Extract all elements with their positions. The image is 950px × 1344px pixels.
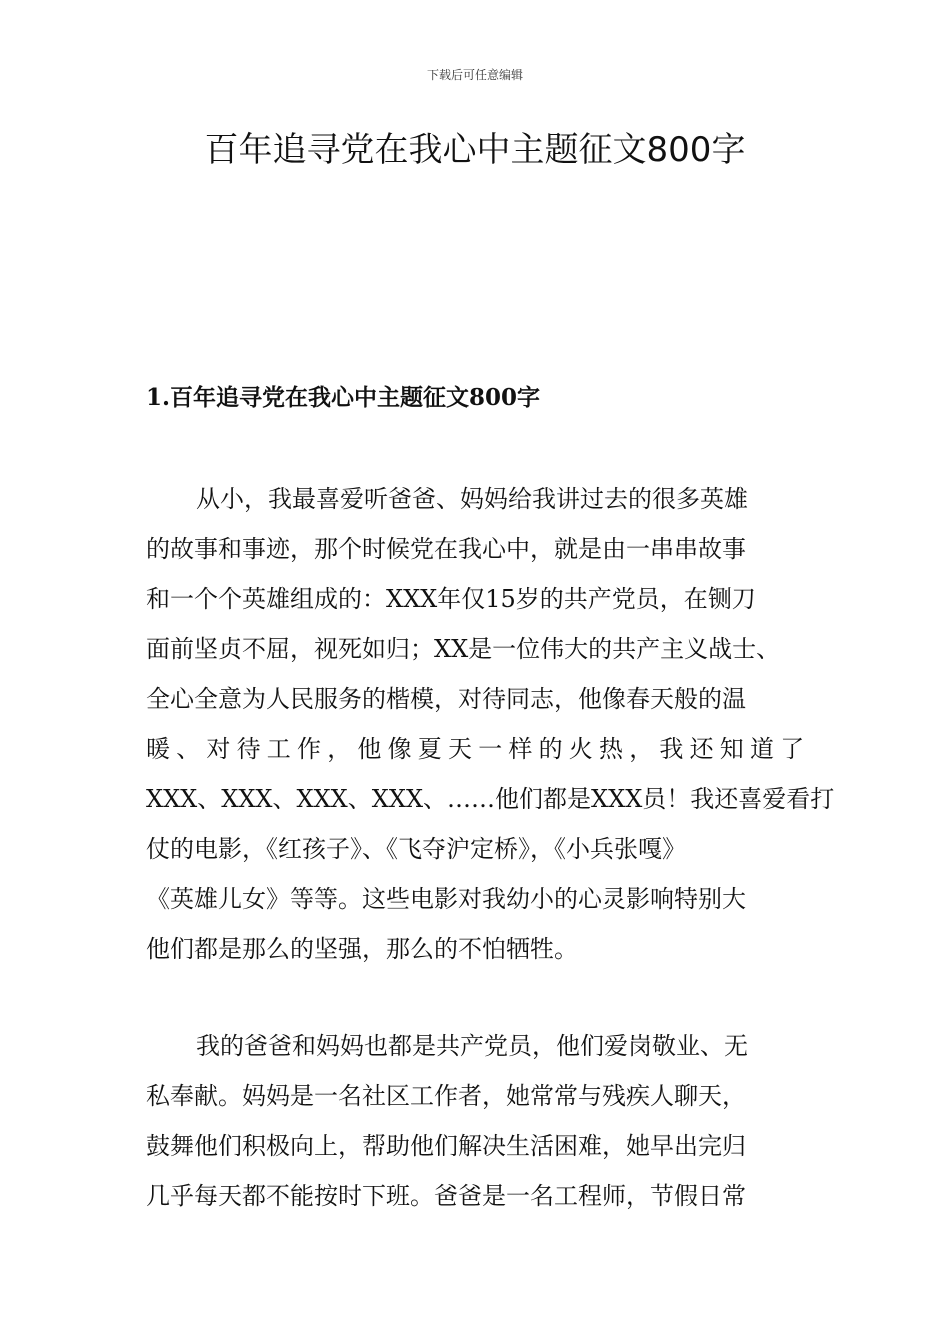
paragraph-line: 鼓舞他们积极向上，帮助他们解决生活困难，她早出完归 xyxy=(146,1132,746,1160)
paragraph-line: 面前坚贞不屈，视死如归；XX是一位伟大的共产主义战士、 xyxy=(146,635,781,663)
paragraph-1 xyxy=(146,474,835,974)
header-note: 下载后可任意编辑 xyxy=(426,68,523,82)
paragraph-line: 私奉献。妈妈是一名社区工作者，她常常与残疾人聊天， xyxy=(146,1082,746,1110)
section-heading: 1.百年追寻党在我心中主题征文800字 xyxy=(146,384,541,411)
paragraph-line: 他们都是那么的坚强，那么的不怕牺牲。 xyxy=(146,935,578,963)
paragraph-line: XXX、XXX、XXX、XXX、……他们都是XXX员！我还喜爱看打 xyxy=(146,785,835,813)
paragraph-line: 我的爸爸和妈妈也都是共产党员，他们爱岗敬业、无 xyxy=(196,1032,748,1060)
paragraph-line: 《英雄儿女》等等。这些电影对我幼小的心灵影响特别大 xyxy=(146,885,746,913)
paragraph-2 xyxy=(146,1021,806,1221)
paragraph-line: 几乎每天都不能按时下班。爸爸是一名工程师，节假日常 xyxy=(146,1182,746,1210)
paragraph-line: 全心全意为人民服务的楷模，对待同志，他像春天般的温 xyxy=(146,685,746,713)
paragraph-line: 和一个个英雄组成的：XXX年仅15岁的共产党员，在铡刀 xyxy=(146,585,756,613)
paragraph-line: 从小，我最喜爱听爸爸、妈妈给我讲过去的很多英雄 xyxy=(196,485,748,513)
document-title: 百年追寻党在我心中主题征文800字 xyxy=(204,130,746,170)
paragraph-line: 仗的电影，《红孩子》、《飞夺沪定桥》，《小兵张嘎》 xyxy=(146,835,686,863)
paragraph-line: 暖、对待工作，他像夏天一样的火热，我还知道了 xyxy=(146,735,811,763)
paragraph-line: 的故事和事迹，那个时候党在我心中，就是由一串串故事 xyxy=(146,535,746,563)
